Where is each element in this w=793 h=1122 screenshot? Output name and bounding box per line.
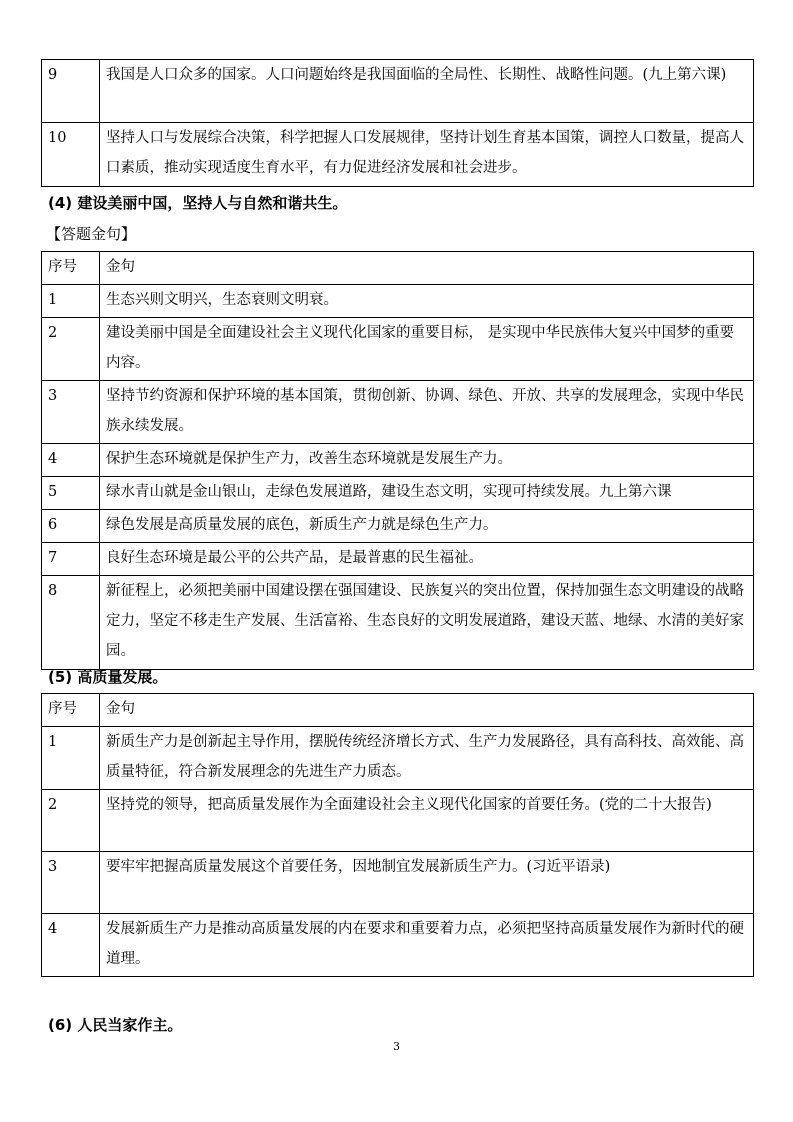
page-number: 3 (393, 1040, 400, 1053)
header-text: 金句 (100, 252, 754, 285)
table-row (42, 852, 754, 914)
row-number: 9 (42, 60, 100, 123)
header-text: 金句 (100, 694, 754, 727)
row-text: 新征程上，必须把美丽中国建设摆在强国建设、民族复兴的突出位置，保持加强生态文明建设的战略定力，坚定不移走生产发展、生活富裕、生态良好的文明发展道路，建设天蓝、地绿、水清的美好家园。 (100, 576, 754, 670)
table-header-row (42, 252, 754, 285)
row-number: 8 (42, 576, 100, 670)
section-heading: (5) 高质量发展。 (48, 668, 168, 686)
row-number: 4 (42, 444, 100, 477)
section-heading: (4) 建设美丽中国，坚持人与自然和谐共生。 (48, 194, 348, 212)
row-number: 1 (42, 285, 100, 318)
row-text: 坚持节约资源和保护环境的基本国策，贯彻创新、协调、绿色、开放、共享的发展理念，实现中华民族永续发展。 (100, 381, 754, 444)
section-subheading: 【答题金句】 (46, 225, 137, 243)
row-number: 1 (42, 727, 100, 790)
table-header-row (42, 694, 754, 727)
table-quality-development (41, 693, 754, 977)
row-number: 2 (42, 790, 100, 852)
row-text: 坚持党的领导，把高质量发展作为全面建设社会主义现代化国家的首要任务。(党的二十大报告) (100, 790, 754, 852)
row-text: 绿色发展是高质量发展的底色，新质生产力就是绿色生产力。 (100, 510, 754, 543)
row-number: 2 (42, 318, 100, 381)
table-row (42, 477, 754, 510)
section-heading: (6) 人民当家作主。 (48, 1016, 183, 1034)
table-row (42, 444, 754, 477)
table-row (42, 318, 754, 381)
row-number: 10 (42, 123, 100, 187)
row-text: 良好生态环境是最公平的公共产品，是最普惠的民生福祉。 (100, 543, 754, 576)
row-number: 3 (42, 852, 100, 914)
table-row (42, 60, 754, 123)
row-text: 绿水青山就是金山银山，走绿色发展道路，建设生态文明，实现可持续发展。九上第六课 (100, 477, 754, 510)
row-number: 6 (42, 510, 100, 543)
table-row (42, 576, 754, 670)
table-row (42, 914, 754, 977)
header-num: 序号 (42, 694, 100, 727)
header-num: 序号 (42, 252, 100, 285)
table-row (42, 285, 754, 318)
table-row (42, 510, 754, 543)
row-text: 发展新质生产力是推动高质量发展的内在要求和重要着力点，必须把坚持高质量发展作为新时代的硬道理。 (100, 914, 754, 977)
table-row (42, 381, 754, 444)
row-text: 建设美丽中国是全面建设社会主义现代化国家的重要目标， 是实现中华民族伟大复兴中国梦的重要内容。 (100, 318, 754, 381)
row-text: 保护生态环境就是保护生产力，改善生态环境就是发展生产力。 (100, 444, 754, 477)
table-row (42, 543, 754, 576)
table-row (42, 727, 754, 790)
row-text: 我国是人口众多的国家。人口问题始终是我国面临的全局性、长期性、战略性问题。(九上第六课) (100, 60, 754, 123)
table-population (41, 59, 754, 187)
row-text: 坚持人口与发展综合决策，科学把握人口发展规律，坚持计划生育基本国策，调控人口数量，提高人口素质，推动实现适度生育水平，有力促进经济发展和社会进步。 (100, 123, 754, 187)
row-number: 7 (42, 543, 100, 576)
table-row (42, 790, 754, 852)
table-ecology (41, 251, 754, 670)
row-text: 要牢牢把握高质量发展这个首要任务，因地制宜发展新质生产力。(习近平语录) (100, 852, 754, 914)
row-number: 3 (42, 381, 100, 444)
row-text: 新质生产力是创新起主导作用，摆脱传统经济增长方式、生产力发展路径，具有高科技、高效能、高质量特征，符合新发展理念的先进生产力质态。 (100, 727, 754, 790)
row-number: 4 (42, 914, 100, 977)
table-row (42, 123, 754, 187)
row-number: 5 (42, 477, 100, 510)
row-text: 生态兴则文明兴，生态衰则文明衰。 (100, 285, 754, 318)
